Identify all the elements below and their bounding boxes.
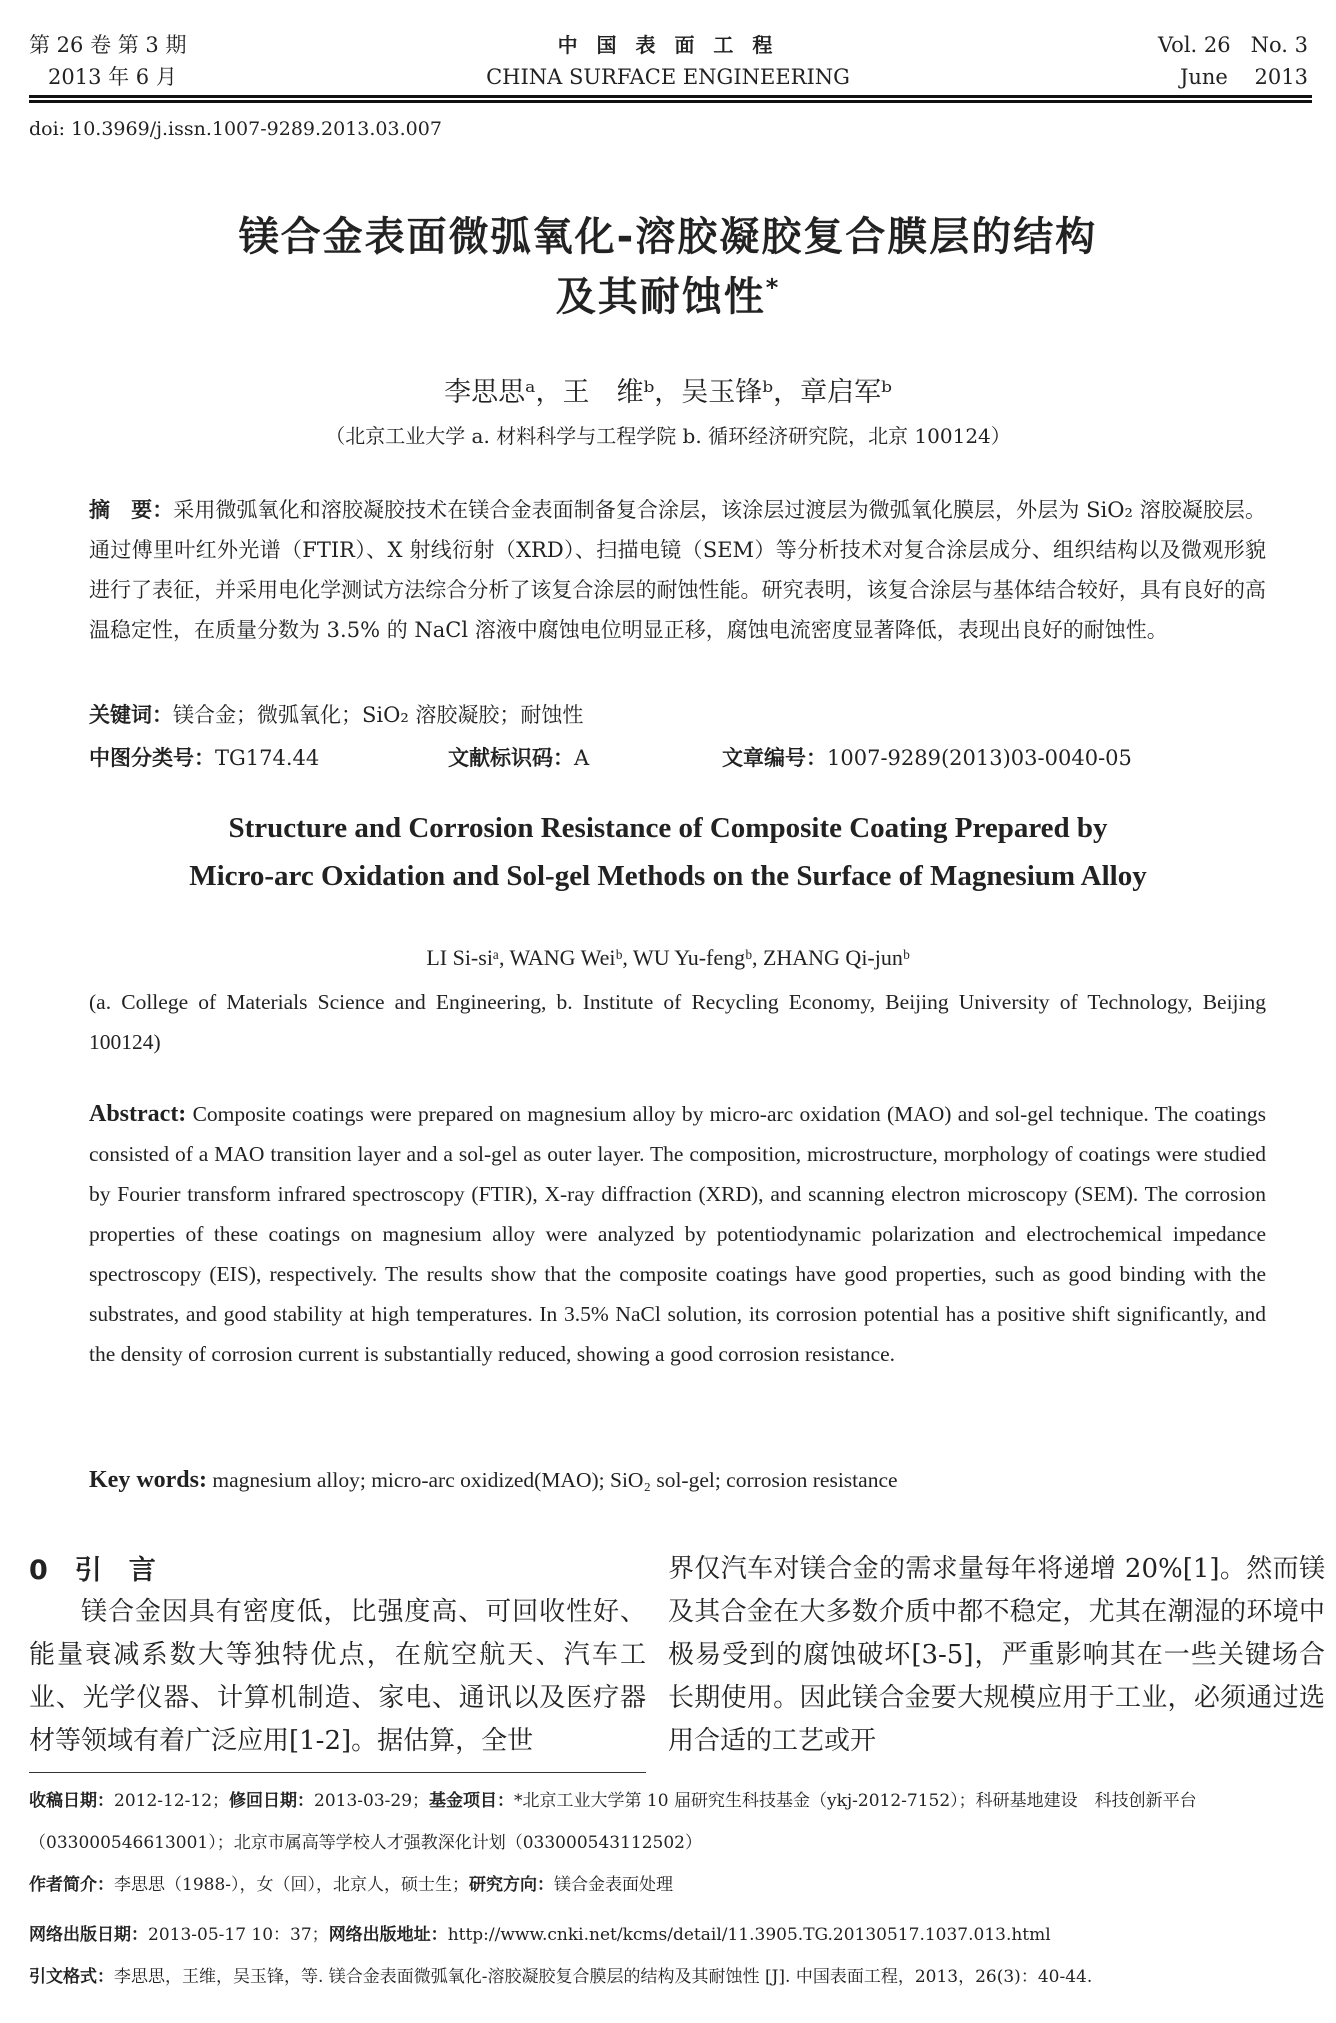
keywords-en bbox=[89, 1460, 1266, 1500]
volume-en: Vol. 26 No. 3 bbox=[1157, 33, 1308, 57]
section-heading bbox=[29, 1548, 156, 1587]
doc-code-value: A bbox=[574, 746, 590, 770]
abstract-cn-text: 采用微弧氧化和溶胶凝胶技术在镁合金表面制备复合涂层，该涂层过渡层为微弧氧化膜层，外层为 SiO₂ 溶胶凝胶层。通过傅里叶红外光谱（FTIR）、X 射线衍射（XRD）、扫描电镜（SEM）等分析技术对复合涂层成分、组织结构以及微观形貌进行了表征，并采用电化学测试方法综合分析了该复合涂层的耐蚀性能。研究表明，该复合涂层与基体结合较好，具有良好的高温稳定性，在质量分数为 3.5% 的 NaCl 溶液中腐蚀电位明显正移，腐蚀电流密度显著降低，表现出良好的耐蚀性。 bbox=[89, 498, 1266, 642]
online-url-link[interactable]: http://www.cnki.net/kcms/detail/11.3905.TG.20130517.1037.013.html bbox=[447, 1925, 1051, 1945]
research-text: 镁合金表面处理 bbox=[554, 1875, 674, 1895]
footnote-online bbox=[29, 1914, 1051, 1956]
affiliation-cn: （北京工业大学 a. 材料科学与工程学院 b. 循环经济研究院，北京 100124） bbox=[325, 424, 1011, 448]
abstract-cn-label: 摘 要： bbox=[89, 498, 174, 522]
volume-cn: 第 26 卷 第 3 期 bbox=[29, 33, 187, 57]
abstract-en-label: Abstract: bbox=[89, 1101, 187, 1127]
revised-date: 2013-03-29； bbox=[314, 1791, 430, 1811]
header-rule bbox=[29, 95, 1312, 98]
classification bbox=[89, 738, 319, 778]
authors-cn: 李思思ᵃ，王 维ᵇ，吴玉锋ᵇ，章启军ᵇ bbox=[444, 377, 892, 408]
title-footnote-mark: * bbox=[765, 273, 781, 302]
footnote-rule bbox=[29, 1772, 646, 1773]
citation-label: 引文格式： bbox=[29, 1967, 114, 1987]
research-label: 研究方向： bbox=[469, 1875, 555, 1895]
clc-value: TG174.44 bbox=[215, 746, 320, 770]
date-en: June 2013 bbox=[1179, 65, 1308, 89]
doc-code-label: 文献标识码： bbox=[448, 746, 574, 770]
online-date-label: 网络出版日期： bbox=[29, 1925, 148, 1945]
affiliation-en: (a. College of Materials Science and Engineering, b. Institute of Recycling Economy, Beijing University of Technology, Beijing 100124) bbox=[89, 990, 1266, 1054]
keywords-cn bbox=[89, 695, 583, 735]
fund-text: *北京工业大学第 10 届研究生科技基金（ykj-2012-7152）；科研基地建设 科技创新平台（033000546613001）；北京市属高等学校人才强教深化计划（033000543112502） bbox=[29, 1791, 1197, 1853]
footnote-author bbox=[29, 1864, 673, 1906]
abstract-en bbox=[89, 1094, 1266, 1374]
received-label: 收稿日期： bbox=[29, 1791, 114, 1811]
article-number-value: 1007-9289(2013)03-0040-05 bbox=[827, 746, 1132, 770]
clc-label: 中图分类号： bbox=[89, 746, 215, 770]
author-bio-label: 作者简介： bbox=[29, 1875, 114, 1895]
title-cn-line2: 及其耐蚀性 bbox=[555, 274, 766, 320]
section-title: 引 言 bbox=[74, 1555, 156, 1586]
footnote-fund bbox=[29, 1780, 1319, 1864]
article-number-label: 文章编号： bbox=[722, 746, 827, 770]
received-date: 2012-12-12； bbox=[114, 1791, 230, 1811]
online-url-label: 网络出版地址： bbox=[328, 1925, 448, 1945]
body-left-column: 镁合金因具有密度低，比强度高、可回收性好、能量衰减系数大等独特优点，在航空航天、汽车工业、光学仪器、计算机制造、家电、通讯以及医疗器材等领域有着广泛应用[1-2]。据估算，全世 bbox=[29, 1597, 646, 1756]
keywords-en-text: magnesium alloy; micro-arc oxidized(MAO); SiO₂ sol-gel; corrosion resistance bbox=[212, 1468, 898, 1492]
section-number: 0 bbox=[29, 1555, 48, 1586]
title-en-line1: Structure and Corrosion Resistance of Composite Coating Prepared by bbox=[228, 812, 1108, 844]
keywords-cn-text: 镁合金；微弧氧化；SiO₂ 溶胶凝胶；耐蚀性 bbox=[173, 703, 584, 727]
date-cn: 2013 年 6 月 bbox=[48, 65, 177, 89]
authors-en: LI Si-siᵃ, WANG Weiᵇ, WU Yu-fengᵇ, ZHANG Qi-junᵇ bbox=[426, 945, 910, 970]
abstract-cn bbox=[89, 490, 1266, 650]
fund-label: 基金项目： bbox=[429, 1791, 515, 1811]
keywords-cn-label: 关键词： bbox=[89, 703, 173, 727]
online-date: 2013-05-17 10：37； bbox=[148, 1925, 329, 1945]
abstract-en-text: Composite coatings were prepared on magnesium alloy by micro-arc oxidation (MAO) and sol-gel technique. The coatings consisted of a MAO transition layer and a sol-gel as outer layer. The composition, microstructure, morphology of coatings were studied by Fourier transform infrared spectroscopy (FTIR), X-ray diffraction (XRD), and scanning electron microscopy (SEM). The corrosion properties of these coatings on magnesium alloy were analyzed by potentiodynamic polarization and electrochemical impedance spectroscopy (EIS), respectively. The results show that the composite coatings have good properties, such as good binding with the substrates, and good stability at high temperatures. In 3.5% NaCl solution, its corrosion potential has a positive shift significantly, and the density of corrosion current is substantially reduced, showing a good corrosion resistance. bbox=[89, 1102, 1267, 1366]
title-en-line2: Micro-arc Oxidation and Sol-gel Methods on the Surface of Magnesium Alloy bbox=[189, 860, 1147, 892]
author-bio: 李思思（1988-），女（回），北京人，硕士生； bbox=[114, 1875, 470, 1895]
journal-cn: 中 国 表 面 工 程 bbox=[557, 33, 779, 57]
journal-en: CHINA SURFACE ENGINEERING bbox=[486, 65, 850, 89]
footnote-citation bbox=[29, 1956, 1319, 1998]
citation-text: 李思思，王维，吴玉锋，等. 镁合金表面微弧氧化-溶胶凝胶复合膜层的结构及其耐蚀性 [J]. 中国表面工程，2013，26(3)：40-44. bbox=[114, 1967, 1093, 1987]
body-right-column: 界仅汽车对镁合金的需求量每年将递增 20%[1]。然而镁及其合金在大多数介质中都不稳定，尤其在潮湿的环境中极易受到的腐蚀破坏[3-5]，严重影响其在一些关键场合长期使用。因此镁合金要大规模应用于工业，必须通过选用合适的工艺或开 bbox=[668, 1554, 1325, 1756]
keywords-en-label: Key words: bbox=[89, 1467, 207, 1493]
header-rule bbox=[29, 100, 1312, 103]
title-cn-line1: 镁合金表面微弧氧化-溶胶凝胶复合膜层的结构 bbox=[238, 214, 1098, 260]
doi: doi: 10.3969/j.issn.1007-9289.2013.03.007 bbox=[29, 118, 442, 140]
revised-label: 修回日期： bbox=[229, 1791, 315, 1811]
